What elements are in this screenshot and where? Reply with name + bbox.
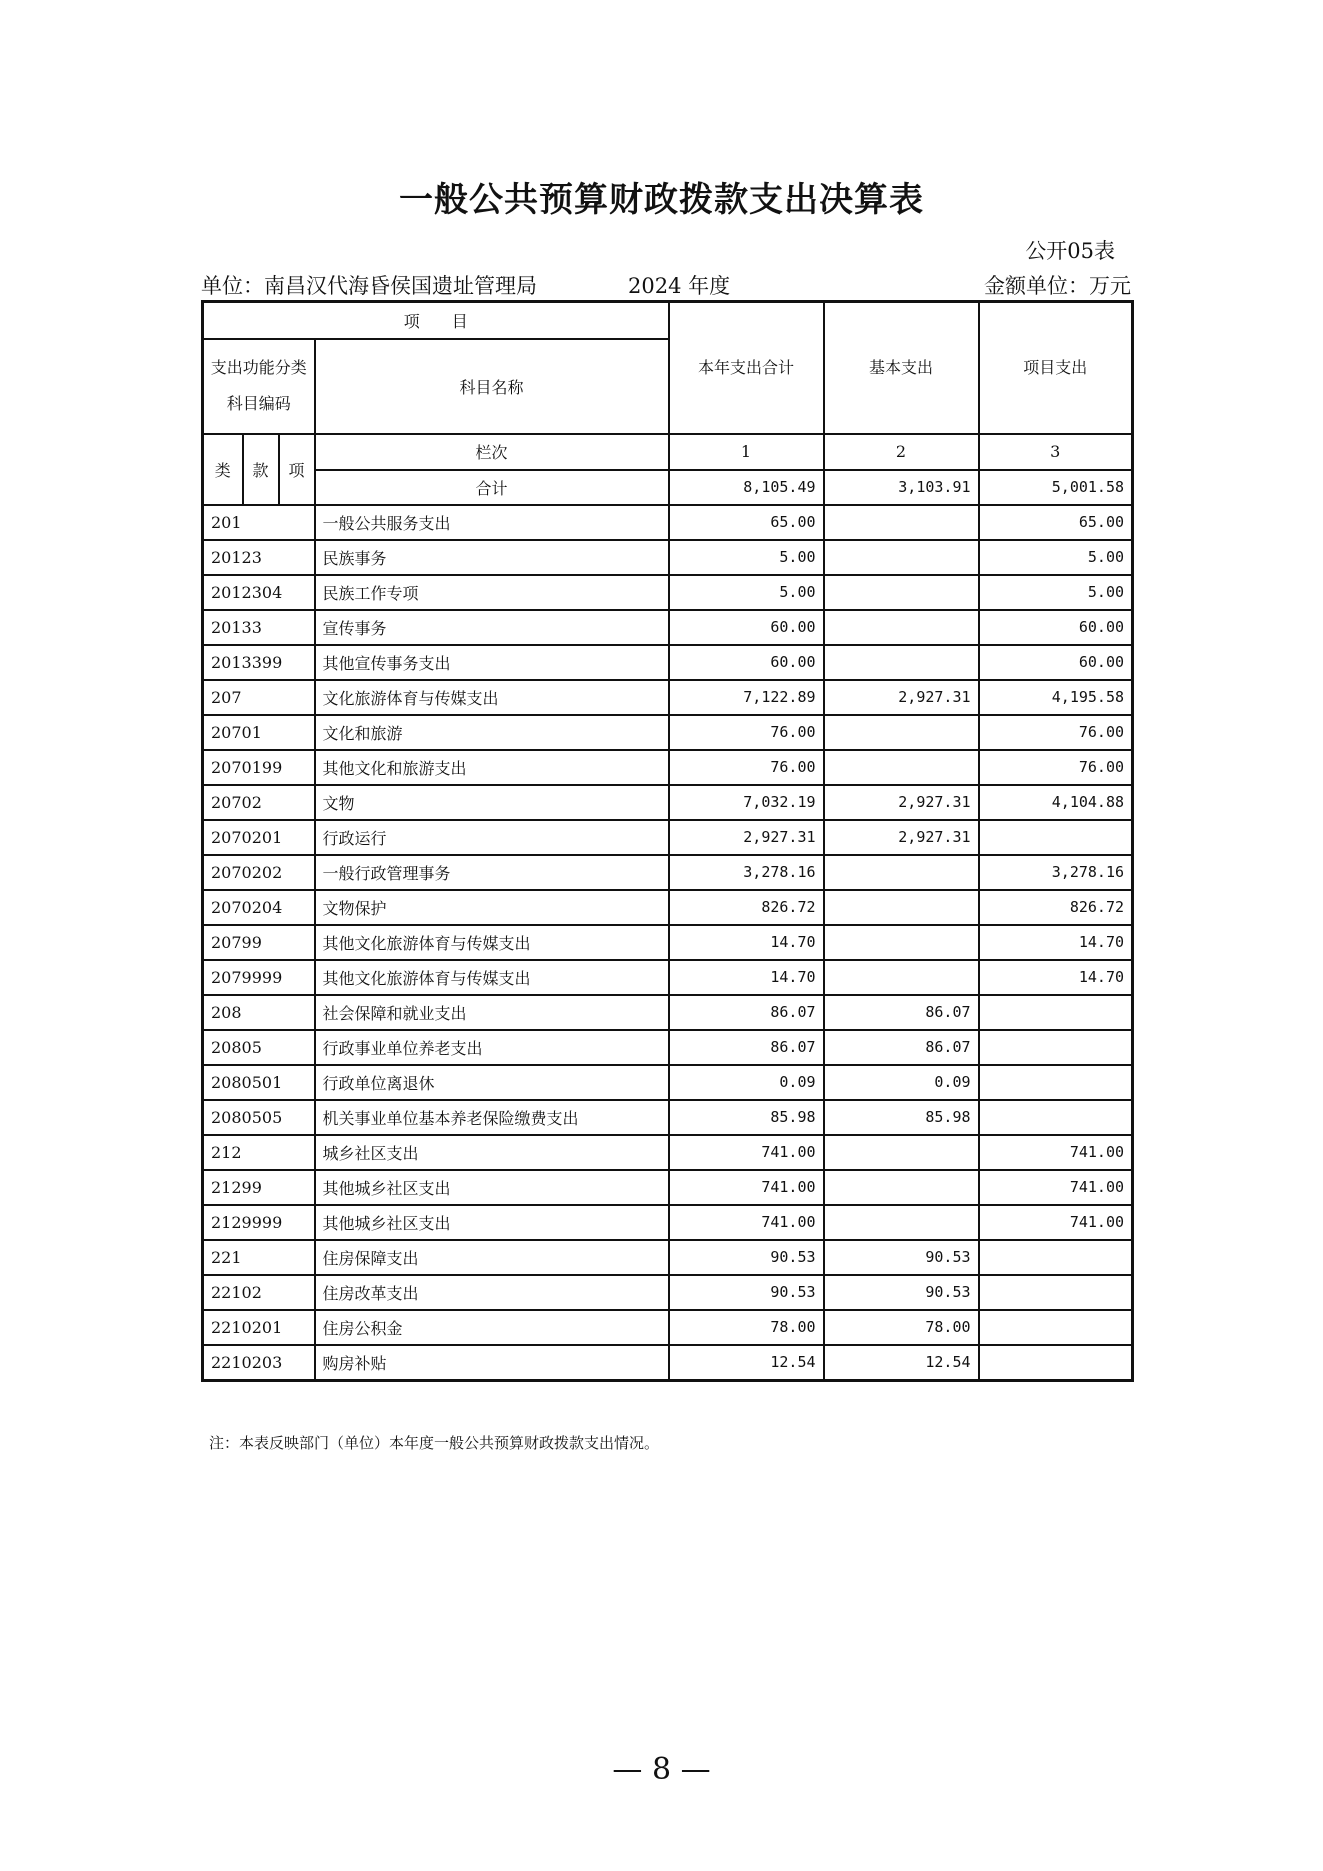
row-name: 文化和旅游 xyxy=(315,715,669,750)
header-code: 支出功能分类科目编码 xyxy=(203,339,315,434)
row-code: 201 xyxy=(203,505,315,540)
row-project: 60.00 xyxy=(979,645,1133,680)
header-name: 科目名称 xyxy=(315,339,669,434)
row-project: 741.00 xyxy=(979,1170,1133,1205)
table-row xyxy=(203,995,1133,1030)
table-row xyxy=(203,1100,1133,1135)
row-name: 其他城乡社区支出 xyxy=(315,1205,669,1240)
header-col-project: 项目支出 xyxy=(979,302,1133,434)
row-name: 社会保障和就业支出 xyxy=(315,995,669,1030)
row-name: 其他文化旅游体育与传媒支出 xyxy=(315,925,669,960)
form-number: 公开05表 xyxy=(1025,239,1115,263)
row-basic: 0.09 xyxy=(824,1065,979,1100)
row-total: 741.00 xyxy=(669,1205,824,1240)
row-total: 85.98 xyxy=(669,1100,824,1135)
row-total: 76.00 xyxy=(669,750,824,785)
row-name: 行政单位离退休 xyxy=(315,1065,669,1100)
table-row xyxy=(203,645,1133,680)
row-code: 2210201 xyxy=(203,1310,315,1345)
table-row xyxy=(203,1345,1133,1381)
page-number: — 8 — xyxy=(612,1752,711,1787)
row-name: 文物 xyxy=(315,785,669,820)
row-project xyxy=(979,995,1133,1030)
row-total: 826.72 xyxy=(669,890,824,925)
table-row xyxy=(203,750,1133,785)
row-code: 21299 xyxy=(203,1170,315,1205)
row-name: 城乡社区支出 xyxy=(315,1135,669,1170)
table-row xyxy=(203,1135,1133,1170)
row-code: 2013399 xyxy=(203,645,315,680)
row-name: 购房补贴 xyxy=(315,1345,669,1381)
row-project: 76.00 xyxy=(979,715,1133,750)
table-row xyxy=(203,680,1133,715)
row-basic: 78.00 xyxy=(824,1310,979,1345)
header-row-item xyxy=(203,302,1133,339)
row-project: 65.00 xyxy=(979,505,1133,540)
row-name: 住房保障支出 xyxy=(315,1240,669,1275)
row-name: 行政运行 xyxy=(315,820,669,855)
row-name: 文化旅游体育与传媒支出 xyxy=(315,680,669,715)
row-total: 7,032.19 xyxy=(669,785,824,820)
row-project: 741.00 xyxy=(979,1205,1133,1240)
row-project xyxy=(979,1275,1133,1310)
total-basic: 3,103.91 xyxy=(824,470,979,505)
row-code: 20123 xyxy=(203,540,315,575)
budget-table xyxy=(201,300,1134,1382)
row-total: 76.00 xyxy=(669,715,824,750)
table-row xyxy=(203,820,1133,855)
row-basic: 2,927.31 xyxy=(824,820,979,855)
row-total: 78.00 xyxy=(669,1310,824,1345)
row-code: 2080501 xyxy=(203,1065,315,1100)
row-project xyxy=(979,1310,1133,1345)
row-code: 207 xyxy=(203,680,315,715)
row-code: 2210203 xyxy=(203,1345,315,1381)
row-project: 4,195.58 xyxy=(979,680,1133,715)
row-project: 741.00 xyxy=(979,1135,1133,1170)
row-basic xyxy=(824,855,979,890)
total-amount: 8,105.49 xyxy=(669,470,824,505)
row-basic xyxy=(824,610,979,645)
page-title: 一般公共预算财政拨款支出决算表 xyxy=(399,180,924,220)
row-total: 12.54 xyxy=(669,1345,824,1381)
row-total: 86.07 xyxy=(669,1030,824,1065)
table-row xyxy=(203,715,1133,750)
table-row xyxy=(203,785,1133,820)
table-row xyxy=(203,925,1133,960)
fiscal-year: 2024 年度 xyxy=(628,274,731,298)
row-name: 其他文化和旅游支出 xyxy=(315,750,669,785)
table-row xyxy=(203,575,1133,610)
row-name: 行政事业单位养老支出 xyxy=(315,1030,669,1065)
row-name: 住房改革支出 xyxy=(315,1275,669,1310)
row-project xyxy=(979,820,1133,855)
table-row xyxy=(203,1310,1133,1345)
row-total: 65.00 xyxy=(669,505,824,540)
row-basic: 86.07 xyxy=(824,1030,979,1065)
reporting-unit: 单位：南昌汉代海昏侯国遗址管理局 xyxy=(201,274,537,298)
header-n3: 3 xyxy=(979,434,1133,470)
row-name: 民族工作专项 xyxy=(315,575,669,610)
row-name: 民族事务 xyxy=(315,540,669,575)
row-total: 60.00 xyxy=(669,610,824,645)
row-code: 2070201 xyxy=(203,820,315,855)
table-row xyxy=(203,1205,1133,1240)
row-basic xyxy=(824,505,979,540)
table-row xyxy=(203,1065,1133,1100)
row-total: 5.00 xyxy=(669,540,824,575)
table-row xyxy=(203,890,1133,925)
row-basic: 2,927.31 xyxy=(824,680,979,715)
header-n1: 1 xyxy=(669,434,824,470)
row-code: 2079999 xyxy=(203,960,315,995)
row-total: 60.00 xyxy=(669,645,824,680)
row-code: 208 xyxy=(203,995,315,1030)
row-name: 其他文化旅游体育与传媒支出 xyxy=(315,960,669,995)
row-total: 86.07 xyxy=(669,995,824,1030)
row-project: 4,104.88 xyxy=(979,785,1133,820)
row-code: 2080505 xyxy=(203,1100,315,1135)
row-name: 宣传事务 xyxy=(315,610,669,645)
table-row xyxy=(203,505,1133,540)
table-row xyxy=(203,1275,1133,1310)
header-col-basic: 基本支出 xyxy=(824,302,979,434)
header-kuan: 款 xyxy=(243,434,279,505)
row-project: 3,278.16 xyxy=(979,855,1133,890)
row-total: 7,122.89 xyxy=(669,680,824,715)
header-item: 项 目 xyxy=(203,302,669,339)
row-project xyxy=(979,1030,1133,1065)
row-code: 212 xyxy=(203,1135,315,1170)
header-n2: 2 xyxy=(824,434,979,470)
row-total: 90.53 xyxy=(669,1275,824,1310)
row-project: 76.00 xyxy=(979,750,1133,785)
table-row xyxy=(203,960,1133,995)
row-code: 2012304 xyxy=(203,575,315,610)
row-project xyxy=(979,1065,1133,1100)
row-basic xyxy=(824,750,979,785)
row-code: 20799 xyxy=(203,925,315,960)
row-basic xyxy=(824,1135,979,1170)
row-name: 机关事业单位基本养老保险缴费支出 xyxy=(315,1100,669,1135)
row-basic: 12.54 xyxy=(824,1345,979,1381)
row-project: 5.00 xyxy=(979,540,1133,575)
row-project: 14.70 xyxy=(979,925,1133,960)
row-basic xyxy=(824,1170,979,1205)
row-name: 一般行政管理事务 xyxy=(315,855,669,890)
header-col-total: 本年支出合计 xyxy=(669,302,824,434)
table-row xyxy=(203,610,1133,645)
row-basic xyxy=(824,960,979,995)
table-note: 注：本表反映部门（单位）本年度一般公共预算财政拨款支出情况。 xyxy=(209,1434,660,1452)
table-row xyxy=(203,1030,1133,1065)
row-basic xyxy=(824,575,979,610)
row-name: 文物保护 xyxy=(315,890,669,925)
row-code: 2070199 xyxy=(203,750,315,785)
total-project: 5,001.58 xyxy=(979,470,1133,505)
row-project: 826.72 xyxy=(979,890,1133,925)
row-basic xyxy=(824,540,979,575)
row-total: 14.70 xyxy=(669,960,824,995)
table-row xyxy=(203,1240,1133,1275)
row-code: 2129999 xyxy=(203,1205,315,1240)
table-row xyxy=(203,855,1133,890)
row-total: 2,927.31 xyxy=(669,820,824,855)
row-name: 住房公积金 xyxy=(315,1310,669,1345)
row-project xyxy=(979,1345,1133,1381)
row-project: 60.00 xyxy=(979,610,1133,645)
total-row xyxy=(203,470,1133,505)
table-row xyxy=(203,1170,1133,1205)
row-name: 其他城乡社区支出 xyxy=(315,1170,669,1205)
header-lanci: 栏次 xyxy=(315,434,669,470)
row-project: 14.70 xyxy=(979,960,1133,995)
row-code: 20702 xyxy=(203,785,315,820)
row-total: 14.70 xyxy=(669,925,824,960)
row-total: 90.53 xyxy=(669,1240,824,1275)
row-name: 其他宣传事务支出 xyxy=(315,645,669,680)
row-code: 221 xyxy=(203,1240,315,1275)
row-code: 20133 xyxy=(203,610,315,645)
header-xiang: 项 xyxy=(279,434,315,505)
row-project: 5.00 xyxy=(979,575,1133,610)
row-total: 3,278.16 xyxy=(669,855,824,890)
row-basic xyxy=(824,1205,979,1240)
row-total: 5.00 xyxy=(669,575,824,610)
row-basic xyxy=(824,925,979,960)
row-code: 2070202 xyxy=(203,855,315,890)
row-code: 22102 xyxy=(203,1275,315,1310)
row-code: 2070204 xyxy=(203,890,315,925)
row-project xyxy=(979,1100,1133,1135)
row-basic: 86.07 xyxy=(824,995,979,1030)
row-basic: 85.98 xyxy=(824,1100,979,1135)
row-project xyxy=(979,1240,1133,1275)
row-total: 741.00 xyxy=(669,1135,824,1170)
table-row xyxy=(203,540,1133,575)
header-lei: 类 xyxy=(203,434,243,505)
currency-unit: 金额单位：万元 xyxy=(984,274,1131,298)
row-basic: 2,927.31 xyxy=(824,785,979,820)
row-code: 20701 xyxy=(203,715,315,750)
row-code: 20805 xyxy=(203,1030,315,1065)
meta-row xyxy=(201,270,1131,300)
header-row-lanci xyxy=(203,434,1133,470)
row-total: 0.09 xyxy=(669,1065,824,1100)
row-basic xyxy=(824,645,979,680)
row-total: 741.00 xyxy=(669,1170,824,1205)
row-basic xyxy=(824,890,979,925)
row-basic: 90.53 xyxy=(824,1240,979,1275)
total-label: 合计 xyxy=(315,470,669,505)
row-basic xyxy=(824,715,979,750)
row-name: 一般公共服务支出 xyxy=(315,505,669,540)
row-basic: 90.53 xyxy=(824,1275,979,1310)
